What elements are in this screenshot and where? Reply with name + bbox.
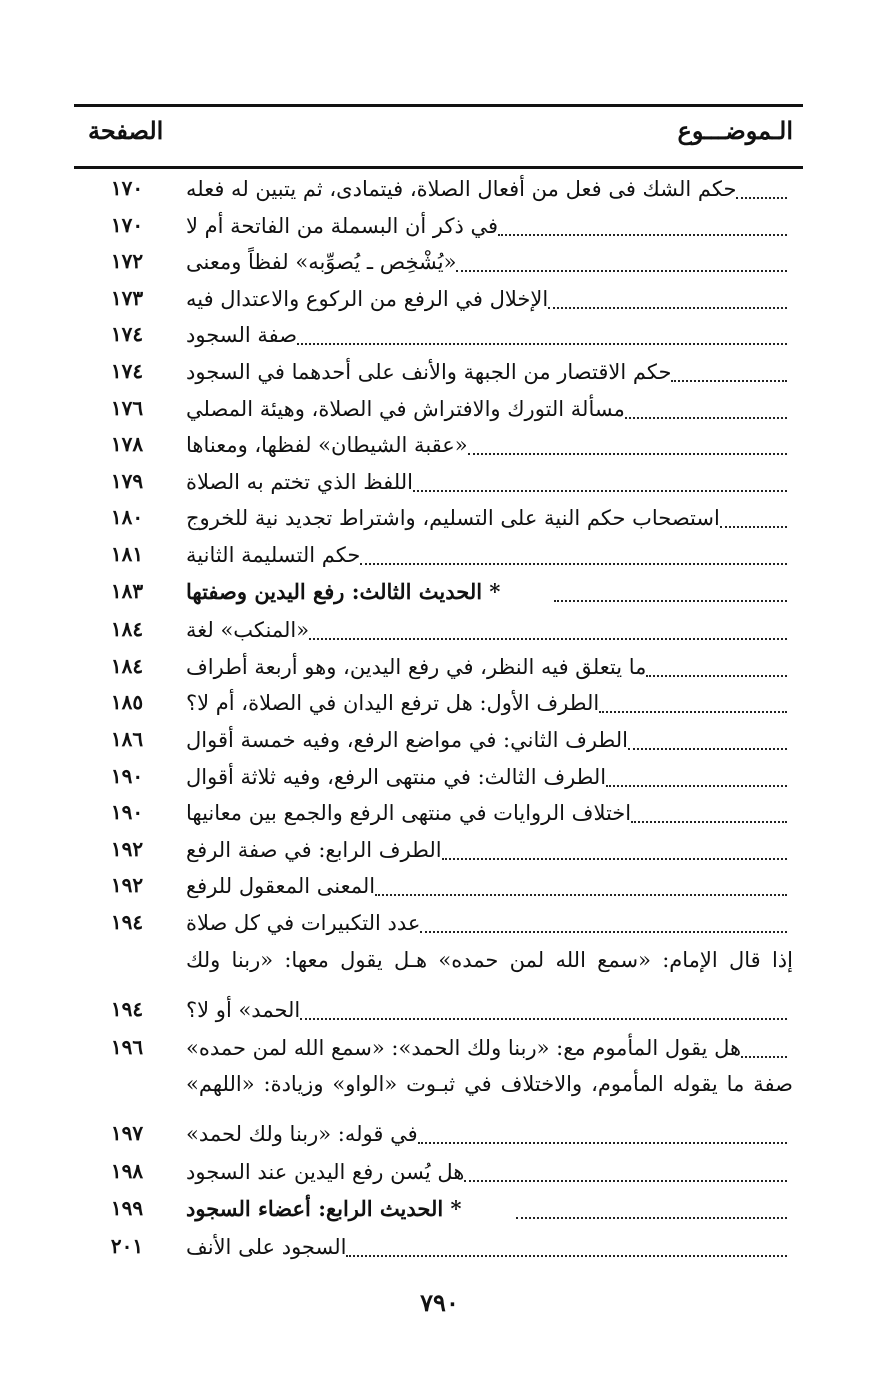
toc-entry-text: الإخلال في الرفع من الركوع والاعتدال فيه xyxy=(186,286,549,311)
toc-entry xyxy=(0,243,879,279)
toc-entry-line xyxy=(186,463,793,499)
toc-entry-page: ١٧٦ xyxy=(110,395,144,420)
toc-entry-text: «المنكب» لغة xyxy=(186,618,310,643)
toc-entry-page: ١٨٠ xyxy=(110,505,144,530)
toc-entry-page: ١٨٤ xyxy=(110,653,144,678)
toc-entry-line xyxy=(186,207,793,243)
toc-entry xyxy=(0,1228,879,1264)
toc-entry-line xyxy=(186,1153,793,1189)
toc-entry xyxy=(0,611,879,647)
toc-entry xyxy=(0,1029,879,1065)
toc-entry-line xyxy=(186,390,793,426)
dot-leader xyxy=(360,562,787,565)
dot-leader xyxy=(625,416,787,419)
toc-entry-page: ١٧٤ xyxy=(110,359,144,383)
dot-leader xyxy=(300,1017,787,1020)
toc-entry-line xyxy=(186,316,793,352)
toc-entry-page: ٢٠١ xyxy=(110,1234,144,1259)
dot-leader xyxy=(631,820,787,823)
dot-leader xyxy=(309,637,787,640)
dot-leader xyxy=(375,893,787,896)
header-top-rule xyxy=(74,104,803,107)
toc-entry xyxy=(0,991,879,1027)
toc-entry-text: في ذكر أن البسملة من الفاتحة أم لا xyxy=(186,213,499,238)
toc-entry-text: الطرف الرابع: في صفة الرفع xyxy=(186,837,442,862)
toc-entry xyxy=(0,536,879,572)
toc-entry-page: ١٧٠ xyxy=(110,176,144,200)
page-number: ٧٩٠ xyxy=(420,1288,459,1317)
dot-leader xyxy=(418,1141,787,1144)
toc-entry-text: الطرف الأول: هل ترفع اليدان في الصلاة، أم لا؟ xyxy=(186,691,600,716)
toc-entry xyxy=(0,904,879,940)
dot-leader xyxy=(720,525,787,528)
toc-entry-line xyxy=(186,794,793,830)
toc-entry-text: الطرف الثاني: في مواضع الرفع، وفيه خمسة أقوال xyxy=(186,728,628,752)
toc-entry-line xyxy=(186,831,793,867)
toc-entry-page: ١٩٨ xyxy=(110,1159,144,1184)
toc-entry-text: حكم الاقتصار من الجبهة والأنف على أحدهما في السجود xyxy=(186,360,672,384)
toc-entry-page: ١٧٠ xyxy=(110,212,144,237)
toc-entry-page: ١٧٩ xyxy=(110,468,144,493)
dot-leader xyxy=(498,233,787,236)
dot-leader xyxy=(413,489,787,492)
toc-entry xyxy=(0,758,879,794)
toc-entry-line xyxy=(186,648,793,684)
toc-entry-page: ١٨٥ xyxy=(110,690,144,715)
toc-entry-line xyxy=(186,991,793,1027)
dot-leader xyxy=(554,599,787,602)
toc-entry-text: ما يتعلق فيه النظر، في رفع اليدين، وهو أربعة أطراف xyxy=(186,654,647,679)
toc-entry xyxy=(0,867,879,903)
toc-entry-text-line1: صفة ما يقوله المأموم، والاختلاف في ثبـوت «الواو» وزيادة: «اللهم» xyxy=(186,1072,793,1097)
toc-entry-line xyxy=(186,426,793,462)
toc-entry-page: ١٩٤ xyxy=(110,910,144,934)
toc-entry-line xyxy=(186,684,793,720)
toc-entry-line xyxy=(186,353,793,389)
dot-leader xyxy=(464,1179,787,1182)
toc-entry-line xyxy=(186,243,793,279)
toc-entry-text: حكم الشك فى فعل من أفعال الصلاة، فيتمادى، ثم يتبين له فعله xyxy=(186,177,737,201)
toc-entry xyxy=(0,316,879,352)
toc-entry-text: عدد التكبيرات في كل صلاة xyxy=(186,911,421,935)
dot-leader xyxy=(606,784,787,787)
toc-entry-text: «عقبة الشيطان» لفظها، ومعناها xyxy=(186,433,468,458)
toc-entry-line xyxy=(186,904,793,940)
toc-entry-first-line xyxy=(0,943,879,979)
toc-entry-text-line1: إذا قال الإمام: «سمع الله لمن حمده» هـل يقول معها: «ربنا ولك xyxy=(186,947,793,972)
toc-entry-line xyxy=(186,573,793,609)
toc-entry xyxy=(0,499,879,535)
toc-entry-text: الطرف الثالث: في منتهى الرفع، وفيه ثلاثة أقوال xyxy=(186,764,607,789)
toc-entry-text: اختلاف الروايات في منتهى الرفع والجمع بين معانيها xyxy=(186,801,632,826)
toc-entry-line xyxy=(186,280,793,316)
toc-entry-text: هل يقول المأموم مع: «ربنا ولك الحمد»: «سمع الله لمن حمده» xyxy=(186,1035,742,1060)
toc-entry xyxy=(0,648,879,684)
toc-entry-page: ١٩٦ xyxy=(110,1034,144,1059)
toc-entry-line xyxy=(186,758,793,794)
toc-entry xyxy=(0,280,879,316)
toc-entry xyxy=(0,721,879,757)
toc-entry-page: ١٧٤ xyxy=(110,322,144,347)
toc-entry xyxy=(0,1190,879,1226)
dot-leader xyxy=(420,930,787,933)
toc-entry-page: ١٩٩ xyxy=(110,1195,144,1220)
toc-entry-line xyxy=(186,867,793,903)
dot-leader xyxy=(346,1254,787,1257)
dot-leader xyxy=(456,269,787,272)
toc-entry-line xyxy=(186,611,793,647)
dot-leader xyxy=(442,857,787,860)
toc-entry xyxy=(0,1153,879,1189)
toc-entry-text: هل يُسن رفع اليدين عند السجود xyxy=(186,1160,465,1185)
page-column-heading: الصفحة xyxy=(88,116,164,145)
toc-entry xyxy=(0,1115,879,1151)
dot-leader xyxy=(599,710,787,713)
header-bottom-rule xyxy=(74,166,803,169)
toc-entry-page: ١٧٢ xyxy=(110,249,144,274)
toc-entry-text: في قوله: «ربنا ولك لحمد» xyxy=(186,1122,418,1147)
toc-entry-text: صفة السجود xyxy=(186,323,298,348)
toc-entry-text: «يُشْخِص ـ يُصوِّبه» لفظاً ومعنى xyxy=(186,250,457,275)
toc-entry-page: ١٩٢ xyxy=(110,873,144,898)
toc-entry-page: ١٩٠ xyxy=(110,763,144,788)
toc-entry-page: ١٧٨ xyxy=(110,432,144,457)
toc-entry-text: الحمد» أو لا؟ xyxy=(186,997,301,1022)
toc-entry-page: ١٩٠ xyxy=(110,800,144,825)
section-heading: * الحديث الرابع: أعضاء السجود xyxy=(186,1195,462,1221)
dot-leader xyxy=(741,1055,787,1058)
section-heading: * الحديث الثالث: رفع اليدين وصفتها xyxy=(186,578,501,604)
toc-entry xyxy=(0,353,879,389)
dot-leader xyxy=(671,379,787,382)
toc-entry-text: اللفظ الذي تختم به الصلاة xyxy=(186,469,413,494)
toc-entry-page: ١٧٣ xyxy=(110,285,144,310)
dot-leader xyxy=(736,196,787,199)
toc-entry-line xyxy=(186,1115,793,1151)
toc-entry-text: حكم التسليمة الثانية xyxy=(186,543,361,567)
toc-entry-page: ١٨٦ xyxy=(110,727,144,751)
toc-entry-page: ١٨١ xyxy=(110,542,144,566)
toc-entry xyxy=(0,390,879,426)
dot-leader xyxy=(297,342,787,345)
dot-leader xyxy=(548,306,787,309)
dot-leader xyxy=(516,1216,787,1219)
toc-entry-first-line xyxy=(0,1067,879,1103)
toc-entry-line xyxy=(186,170,793,206)
toc-entry xyxy=(0,831,879,867)
toc-entry-page: ١٨٣ xyxy=(110,578,144,603)
toc-entry xyxy=(0,207,879,243)
toc-entry xyxy=(0,794,879,830)
toc-entry-text: استصحاب حكم النية على التسليم، واشتراط تجديد نية للخروج xyxy=(186,506,720,531)
toc-entry-line xyxy=(186,1228,793,1264)
toc-entry-line xyxy=(186,721,793,757)
toc-entry-page: ١٩٢ xyxy=(110,836,144,861)
toc-entry xyxy=(0,170,879,206)
toc-entry-line xyxy=(186,1190,793,1226)
toc-entry-text: المعنى المعقول للرفع xyxy=(186,874,376,899)
toc-entry-line xyxy=(186,536,793,572)
topic-column-heading: الـموضـــوع xyxy=(677,116,793,145)
toc-entry xyxy=(0,426,879,462)
toc-entry-text: السجود على الأنف xyxy=(186,1235,347,1260)
dot-leader xyxy=(646,674,787,677)
toc-entry xyxy=(0,684,879,720)
toc-entry xyxy=(0,463,879,499)
toc-entry-text: مسألة التورك والافتراش في الصلاة، وهيئة المصلي xyxy=(186,396,625,421)
toc-entry-line xyxy=(186,499,793,535)
toc-entry-page: ١٩٧ xyxy=(110,1121,144,1146)
dot-leader xyxy=(628,747,787,750)
toc-entry-page: ١٨٤ xyxy=(110,617,144,642)
toc-entry-line xyxy=(186,1029,793,1065)
dot-leader xyxy=(468,452,787,455)
toc-entry-page: ١٩٤ xyxy=(110,996,144,1021)
toc-entry xyxy=(0,573,879,609)
